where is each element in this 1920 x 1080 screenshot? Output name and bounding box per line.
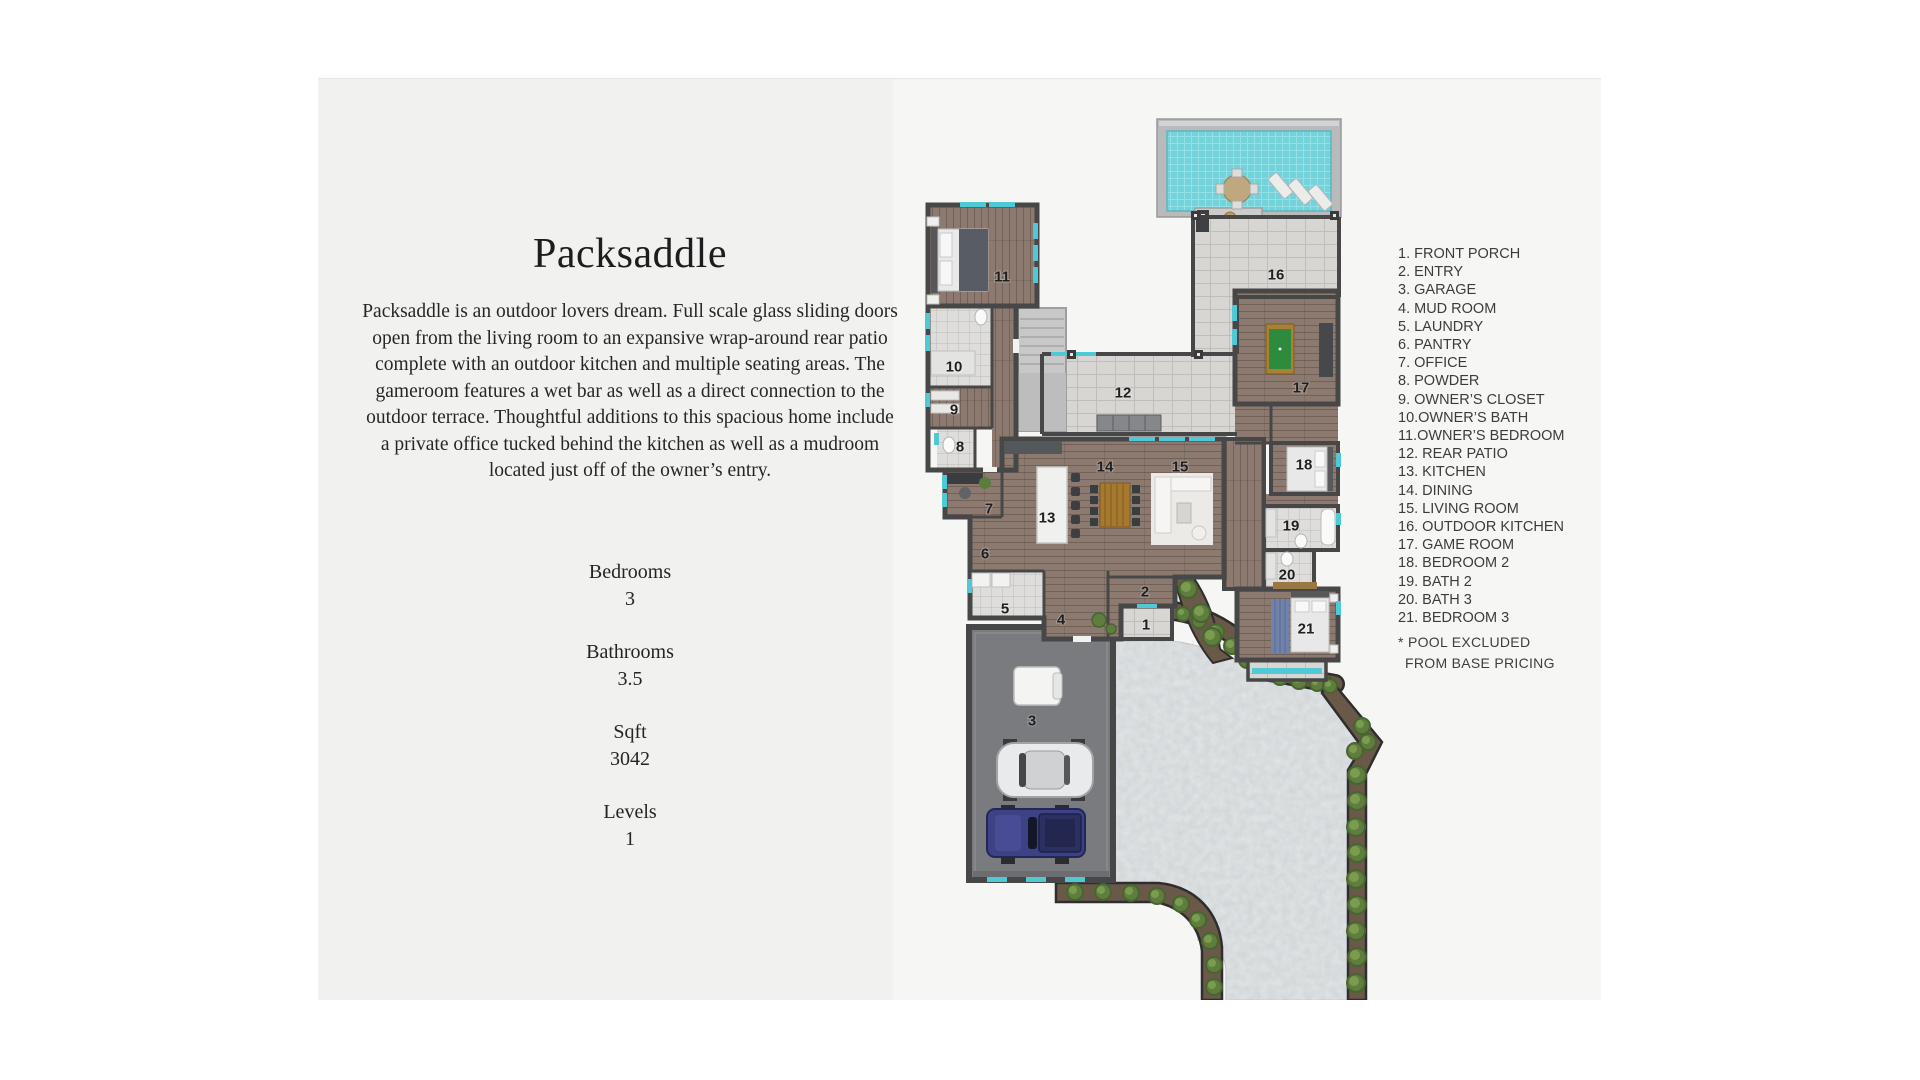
room-number-8: 8 [955,438,965,456]
room-number-17: 17 [1292,379,1310,397]
stat-label: Bedrooms [588,561,672,583]
room-number-7: 7 [984,500,994,518]
window-accent [1026,877,1046,882]
room-number-11: 11 [994,268,1010,286]
window-accent [1232,329,1237,345]
legend-item: 10.OWNER’S BATH [1398,409,1529,426]
window-accent [989,202,1015,207]
bush-highlight [1125,887,1133,895]
bush-highlight [1175,898,1183,906]
room-number-12: 12 [1114,384,1132,402]
bush-highlight [1349,924,1359,934]
window-accent [987,877,1007,882]
bush-highlight [1362,736,1370,744]
stat-label: Levels [603,801,657,823]
stat-value: 3 [625,588,635,610]
window-accent [925,313,930,329]
bush-highlight [1350,898,1360,908]
room-number-2: 2 [1140,583,1150,601]
room-number-21: 21 [1297,620,1315,638]
legend-item: 7. OFFICE [1398,355,1468,372]
legend-item: 4. MUD ROOM [1398,300,1497,317]
legend-item: 12. REAR PATIO [1398,446,1508,463]
legend-item: 14. DINING [1398,482,1473,499]
pool [1157,119,1341,228]
stat-block-sqft [362,719,898,773]
window-accent [942,493,947,507]
window-accent [925,335,930,351]
room-number-18: 18 [1295,456,1313,474]
window-accent [1189,437,1215,441]
room-legend [1398,245,1628,674]
window-accent [1076,352,1096,356]
window-accent [1065,877,1085,882]
legend-item: 3. GARAGE [1398,282,1477,299]
room-number-15: 15 [1171,458,1189,476]
legend-item: 17. GAME ROOM [1398,537,1515,554]
room-number-13: 13 [1038,509,1056,527]
legend-item: 21. BEDROOM 3 [1398,610,1510,627]
bush-highlight [1349,745,1357,753]
room-number-6: 6 [980,545,990,563]
legend-item: 16. OUTDOOR KITCHEN [1398,519,1564,536]
window-accent [942,475,947,489]
pool-footnote-line2: FROM BASE PRICING [1405,655,1555,672]
window-accent [1033,223,1038,239]
floor-plan-svg [925,101,1415,1000]
room-number-19: 19 [1282,517,1300,535]
window-accent [1033,245,1038,261]
bush-highlight [1350,846,1360,856]
room-number-14: 14 [1096,458,1114,476]
brochure-panel [318,78,1601,1000]
stat-block-bedrooms [362,559,898,613]
window-accent [1336,601,1341,615]
bush-highlight [1069,886,1077,894]
window-accent [960,202,986,207]
bush-highlight [1151,890,1159,898]
room-number-16: 16 [1267,266,1285,284]
room-number-4: 4 [1056,611,1066,629]
room-number-10: 10 [945,358,963,376]
blue-truck [987,805,1085,864]
bush-highlight [1178,609,1184,615]
bush-highlight [1097,886,1105,894]
legend-item: 18. BEDROOM 2 [1398,555,1510,572]
window-accent [1129,437,1155,441]
window-accent [1137,604,1157,608]
stat-label: Sqft [613,721,647,743]
room-number-5: 5 [1000,600,1010,618]
bush-highlight [1350,794,1360,804]
bush-highlight [1356,720,1364,728]
legend-item: 8. POWDER [1398,373,1480,390]
legend-item: 1. FRONT PORCH [1398,246,1521,262]
stat-block-levels [362,799,898,853]
window-accent [1232,305,1237,321]
bush-highlight [1349,976,1359,986]
bush-highlight [1349,872,1359,882]
room-number-9: 9 [949,401,959,419]
stat-block-bathrooms [362,639,898,693]
page-title: Packsaddle [533,231,727,277]
listing-stats [362,559,898,879]
van [1014,667,1062,705]
stat-label: Bathrooms [586,641,674,663]
legend-item: 11.OWNER’S BEDROOM [1398,428,1565,445]
bush-highlight [1349,820,1359,830]
bush-highlight [1325,681,1331,687]
bush-highlight [1208,981,1216,989]
white-car [997,739,1093,801]
stat-value: 3.5 [617,668,643,690]
window-accent [967,579,972,593]
room-number-20: 20 [1278,566,1296,584]
room-number-1: 1 [1141,616,1151,634]
legend-item: 5. LAUNDRY [1398,318,1484,335]
bush-highlight [1205,630,1215,640]
bush-highlight [1226,640,1234,648]
stat-value: 1 [625,828,635,850]
window-accent [1336,513,1341,525]
stat-value: 3042 [610,748,650,770]
legend-item: 13. KITCHEN [1398,464,1486,481]
floor-plan [925,101,1415,1000]
bush-highlight [1350,950,1360,960]
bush-highlight [1208,959,1216,967]
window-accent [1336,453,1341,467]
window-accent [1252,668,1322,674]
bush-highlight [1181,582,1191,592]
bush-highlight [1204,935,1212,943]
window-accent [925,393,930,407]
legend-item: 6. PANTRY [1398,337,1472,354]
window-accent [1033,267,1038,283]
room-legend-list [1398,245,1628,627]
legend-item: 2. ENTRY [1398,264,1464,281]
bush-highlight [1194,606,1204,616]
legend-item: 20. BATH 3 [1398,591,1472,608]
bush-highlight [1350,768,1360,778]
bush-highlight [1192,914,1200,922]
room-number-3: 3 [1027,712,1037,730]
legend-item: 15. LIVING ROOM [1398,500,1519,517]
legend-item: 9. OWNER’S CLOSET [1398,391,1545,408]
pool-footnote-line1: * POOL EXCLUDED [1398,634,1531,651]
listing-description: Packsaddle is an outdoor lovers dream. Full scale glass sliding doors open from the living room to an expansive wrap-around rear patio complete with an outdoor kitchen and multiple seating areas. The gameroom features a wet bar as well as a direct connection to the outdoor terrace. Thoughtful additions to this spacious home include a private office tucked behind the kitchen as well as a mudroom located just off of the owner’s entry. [362,301,898,481]
legend-item: 19. BATH 2 [1398,573,1472,590]
garage [969,627,1113,880]
window-accent [1159,437,1185,441]
window-accent [934,433,939,445]
listing-info-column [362,79,898,1000]
